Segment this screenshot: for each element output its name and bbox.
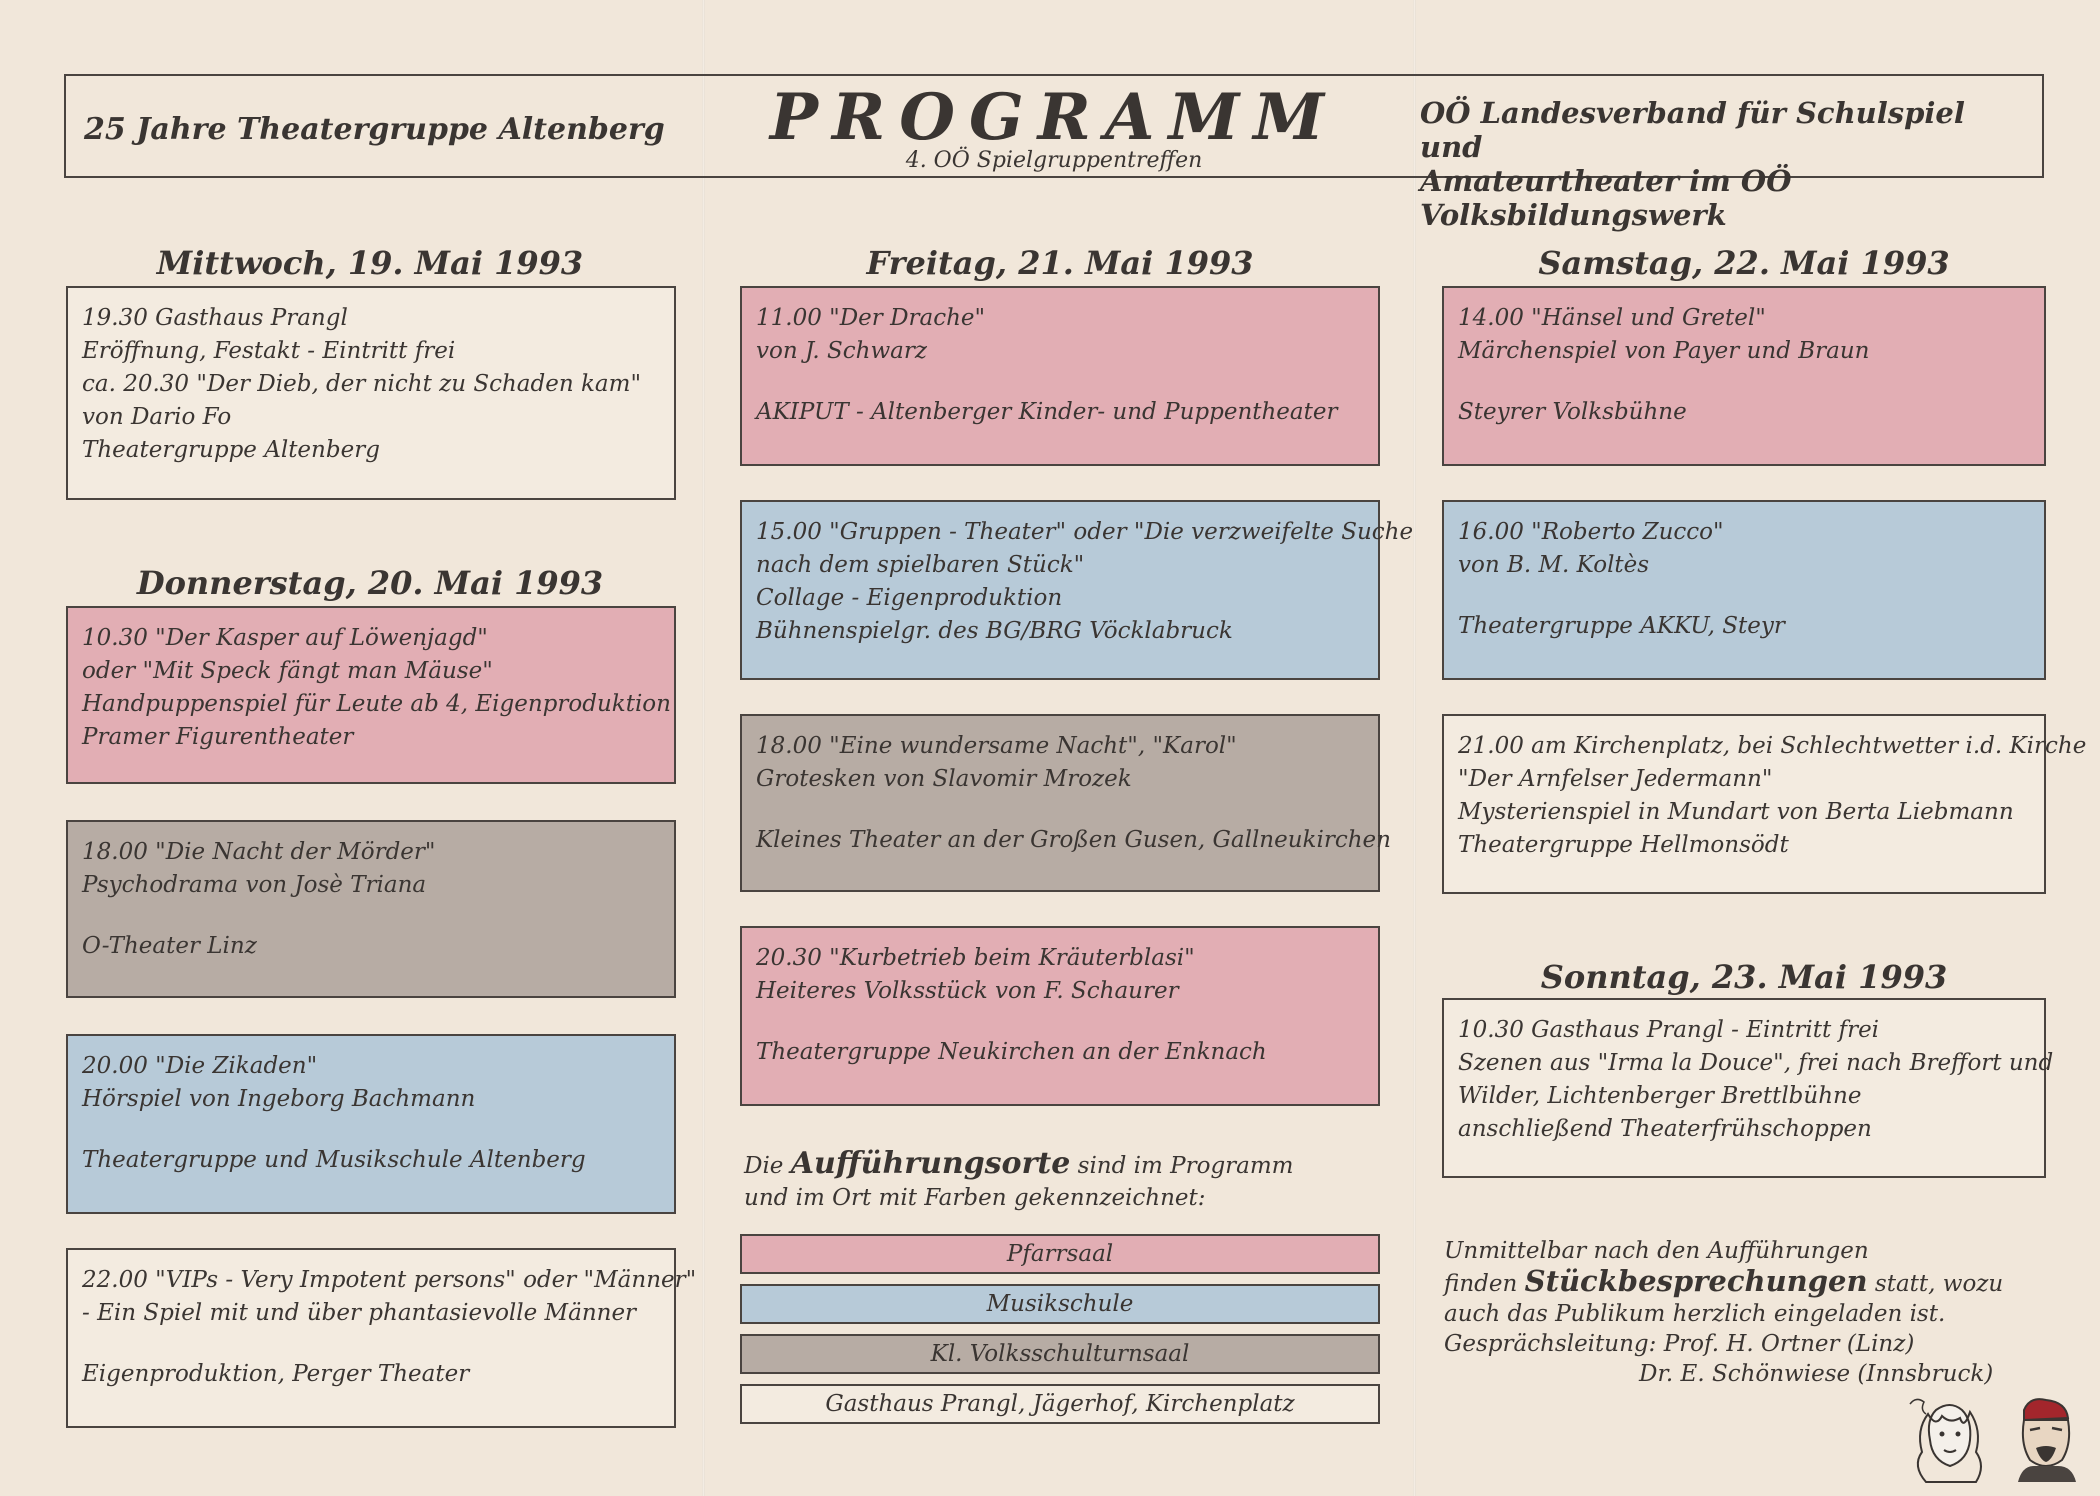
event-line: Theatergruppe Altenberg xyxy=(82,437,380,463)
legend-blue-musikschule: Musikschule xyxy=(740,1284,1380,1324)
header-right-line-2: Amateurtheater im OÖ Volksbildungswerk xyxy=(1420,164,1792,232)
event-line: Collage - Eigenproduktion xyxy=(756,585,1063,611)
page-subtitle: 4. OÖ Spielgruppentreffen xyxy=(905,148,1203,173)
event-box-fri-1 xyxy=(740,286,1380,466)
event-line: Steyrer Volksbühne xyxy=(1458,399,1687,425)
event-line: 20.30 "Kurbetrieb beim Kräuterblasi" xyxy=(756,945,1195,971)
logo-figure-right xyxy=(2018,1399,2076,1482)
note-line-3: auch das Publikum herzlich eingeladen ist. xyxy=(1444,1301,1946,1327)
event-line: Bühnenspielgr. des BG/BRG Vöcklabruck xyxy=(756,618,1233,644)
event-box-fri-4 xyxy=(740,926,1380,1106)
paper-fold-2 xyxy=(1413,0,1416,1496)
header-right-line-1: OÖ Landesverband für Schulspiel und xyxy=(1420,96,1965,164)
event-line: nach dem spielbaren Stück" xyxy=(756,552,1085,578)
note-highlight: Stückbesprechungen xyxy=(1524,1264,1868,1298)
event-line: 21.00 am Kirchenplatz, bei Schlechtwetter i.d. Kirche xyxy=(1458,733,2087,759)
event-line: 20.00 "Die Zikaden" xyxy=(82,1053,318,1079)
event-line: "Der Arnfelser Jedermann" xyxy=(1458,766,1773,792)
event-line: Theatergruppe und Musikschule Altenberg xyxy=(82,1147,586,1173)
event-line: Theatergruppe Hellmonsödt xyxy=(1458,832,1789,858)
event-box-thu-4 xyxy=(66,1248,697,1428)
event-box-sun-1 xyxy=(1442,998,2054,1178)
event-line: von B. M. Koltès xyxy=(1458,552,1650,578)
event-line: AKIPUT - Altenberger Kinder- und Puppentheater xyxy=(756,399,1338,425)
discussion-note xyxy=(1444,1236,2003,1389)
event-box-thu-3 xyxy=(66,1034,676,1214)
event-line: Märchenspiel von Payer und Braun xyxy=(1458,338,1870,364)
event-line: von J. Schwarz xyxy=(756,338,927,364)
header-left-text: 25 Jahre Theatergruppe Altenberg xyxy=(84,112,665,147)
event-line: Kleines Theater an der Großen Gusen, Gallneukirchen xyxy=(756,827,1391,853)
event-box-thu-2 xyxy=(66,820,676,998)
event-line: 16.00 "Roberto Zucco" xyxy=(1458,519,1724,545)
legend-grey-volksschulturnsaal: Kl. Volksschulturnsaal xyxy=(740,1334,1380,1374)
event-box-sat-3 xyxy=(1442,714,2087,894)
legend-intro-highlight: Aufführungsorte xyxy=(790,1146,1071,1181)
header-right-text xyxy=(1420,96,2020,232)
event-line: Mysterienspiel in Mundart von Berta Liebmann xyxy=(1458,799,2014,825)
note-line-4: Gesprächsleitung: Prof. H. Ortner (Linz) xyxy=(1444,1331,1915,1357)
legend-intro xyxy=(744,1148,1294,1214)
event-line: Handpuppenspiel für Leute ab 4, Eigenproduktion xyxy=(82,691,671,717)
logo-figure-left xyxy=(1910,1399,1981,1482)
event-line: Eröffnung, Festakt - Eintritt frei xyxy=(82,338,456,364)
day-heading-sunday: Sonntag, 23. Mai 1993 xyxy=(1540,958,1948,996)
event-line: 18.00 "Die Nacht der Mörder" xyxy=(82,839,436,865)
theater-masks-logo xyxy=(1906,1390,2086,1486)
event-line: ca. 20.30 "Der Dieb, der nicht zu Schaden kam" xyxy=(82,371,642,397)
event-line: anschließend Theaterfrühschoppen xyxy=(1458,1116,1872,1142)
paper-fold-1 xyxy=(702,0,705,1496)
event-line: Eigenproduktion, Perger Theater xyxy=(82,1361,470,1387)
event-box-fri-2 xyxy=(740,500,1414,680)
event-line: 18.00 "Eine wundersame Nacht", "Karol" xyxy=(756,733,1237,759)
note-line-2-rest: statt, wozu xyxy=(1874,1271,2004,1297)
day-heading-thursday: Donnerstag, 20. Mai 1993 xyxy=(136,564,604,602)
legend-intro-prefix: Die xyxy=(744,1153,784,1179)
event-line: - Ein Spiel mit und über phantasievolle Männer xyxy=(82,1300,637,1326)
event-line: 11.00 "Der Drache" xyxy=(756,305,986,331)
note-line-5: Dr. E. Schönwiese (Innsbruck) xyxy=(1639,1361,1994,1387)
event-line: 14.00 "Hänsel und Gretel" xyxy=(1458,305,1766,331)
legend-intro-rest: sind im Programm xyxy=(1077,1153,1294,1179)
legend-intro-line-2: und im Ort mit Farben gekennzeichnet: xyxy=(744,1185,1206,1211)
event-line: Szenen aus "Irma la Douce", frei nach Breffort und xyxy=(1458,1050,2054,1076)
event-box-sat-1 xyxy=(1442,286,2046,466)
event-line: oder "Mit Speck fängt man Mäuse" xyxy=(82,658,493,684)
event-line: 15.00 "Gruppen - Theater" oder "Die verzweifelte Suche xyxy=(756,519,1414,545)
day-heading-saturday: Samstag, 22. Mai 1993 xyxy=(1538,244,1950,282)
event-box-fri-3 xyxy=(740,714,1391,892)
page-title: PROGRAMM xyxy=(769,80,1339,155)
legend-white-gasthaus: Gasthaus Prangl, Jägerhof, Kirchenplatz xyxy=(740,1384,1380,1424)
event-line: Heiteres Volksstück von F. Schaurer xyxy=(756,978,1179,1004)
event-box-wed-1 xyxy=(66,286,676,500)
legend-pink-pfarrsaal: Pfarrsaal xyxy=(740,1234,1380,1274)
event-line: 19.30 Gasthaus Prangl xyxy=(82,305,348,331)
event-line: Theatergruppe AKKU, Steyr xyxy=(1458,613,1785,639)
event-line: Theatergruppe Neukirchen an der Enknach xyxy=(756,1039,1267,1065)
event-line: Pramer Figurentheater xyxy=(82,724,354,750)
day-heading-wednesday: Mittwoch, 19. Mai 1993 xyxy=(156,244,584,282)
event-line: O-Theater Linz xyxy=(82,933,257,959)
event-line: Hörspiel von Ingeborg Bachmann xyxy=(82,1086,476,1112)
event-line: Psychodrama von Josè Triana xyxy=(82,872,427,898)
note-line-2-prefix: finden xyxy=(1444,1271,1518,1297)
event-line: 10.30 Gasthaus Prangl - Eintritt frei xyxy=(1458,1017,1880,1043)
event-line: 22.00 "VIPs - Very Impotent persons" oder "Männer" xyxy=(82,1267,697,1293)
event-line: Grotesken von Slavomir Mrozek xyxy=(756,766,1132,792)
day-heading-friday: Freitag, 21. Mai 1993 xyxy=(866,244,1254,282)
event-line: von Dario Fo xyxy=(82,404,232,430)
event-box-thu-1 xyxy=(66,606,676,784)
event-line: 10.30 "Der Kasper auf Löwenjagd" xyxy=(82,625,488,651)
event-box-sat-2 xyxy=(1442,500,2046,680)
note-line-1: Unmittelbar nach den Aufführungen xyxy=(1444,1238,1869,1264)
header-frame xyxy=(64,74,2044,232)
event-line: Wilder, Lichtenberger Brettlbühne xyxy=(1458,1083,1862,1109)
